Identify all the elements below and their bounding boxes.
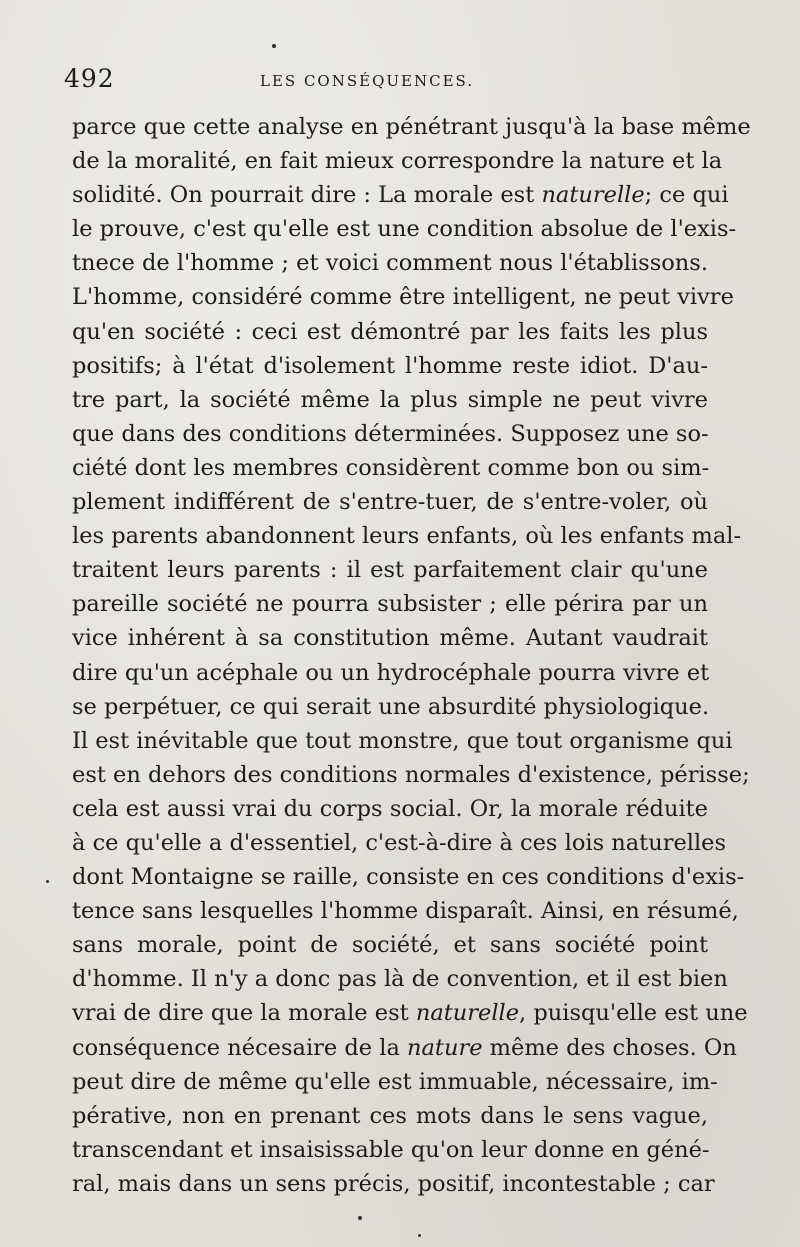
print-speck xyxy=(358,1216,362,1220)
italic-word: naturelle xyxy=(415,1000,520,1027)
text-segment: pareille société ne pourra subsister ; elle périra par un xyxy=(72,591,708,618)
text-line xyxy=(72,519,742,553)
text-segment: qu'en société : ceci est démontré par les faits les plus xyxy=(72,318,708,345)
text-line xyxy=(72,383,708,417)
text-line xyxy=(72,621,708,655)
text-segment: d'homme. Il n'y a donc pas là de convention, et il est bien xyxy=(72,966,728,993)
text-segment: même des choses. On xyxy=(482,1034,737,1061)
text-segment: parce que cette analyse en pénétrant jusqu'à la base même xyxy=(72,114,751,140)
text-segment: conséquence nécesaire de la xyxy=(72,1034,408,1061)
text-line xyxy=(72,928,708,962)
text-line xyxy=(72,417,708,451)
text-line xyxy=(72,246,708,280)
text-line xyxy=(72,315,708,349)
text-segment: cela est aussi vrai du corps social. Or, la morale réduite xyxy=(72,795,708,822)
text-line xyxy=(72,758,750,792)
text-segment: transcendant et insaisissable qu'on leur donne en géné- xyxy=(72,1136,710,1163)
text-line xyxy=(72,553,708,587)
text-line xyxy=(72,860,745,894)
text-line xyxy=(72,690,708,724)
text-segment: peut dire de même qu'elle est immuable, nécessaire, im- xyxy=(72,1068,718,1095)
italic-word: naturelle xyxy=(541,182,645,209)
text-line xyxy=(72,962,728,996)
text-segment: se perpétuer, ce qui serait une absurdité physiologique. xyxy=(72,693,710,720)
text-line xyxy=(72,724,733,758)
print-speck xyxy=(418,1234,421,1237)
text-segment: ral, mais dans un sens précis, positif, incontestable ; car xyxy=(72,1170,715,1197)
text-segment: dire qu'un acéphale ou un hydrocéphale pourra vivre et xyxy=(72,659,710,686)
text-line xyxy=(72,349,708,383)
text-line xyxy=(72,996,748,1030)
text-segment: pérative, non en prenant ces mots dans le sens vague, xyxy=(72,1102,708,1129)
text-segment: plement indifférent de s'entre-tuer, de s'entre-voler, où xyxy=(72,489,708,516)
text-line xyxy=(72,587,708,621)
text-line xyxy=(72,826,727,860)
text-line xyxy=(72,451,708,485)
text-segment: tnece de l'homme ; et voici comment nous l'établissons. xyxy=(72,250,708,277)
print-speck xyxy=(272,44,276,48)
text-segment: de la moralité, en fait mieux correspondre la nature et la xyxy=(72,148,723,175)
text-segment: à ce qu'elle a d'essentiel, c'est-à-dire à ces lois naturelles xyxy=(72,829,727,856)
text-line xyxy=(72,1065,718,1099)
text-segment: , puisqu'elle est une xyxy=(519,1000,748,1027)
text-line xyxy=(72,178,729,212)
page-number: 492 xyxy=(64,64,115,93)
text-segment: vrai de dire que la morale est xyxy=(72,1000,416,1027)
text-line xyxy=(72,110,751,144)
text-segment: dont Montaigne se raille, consiste en ces conditions d'exis- xyxy=(72,864,745,891)
text-line xyxy=(72,894,739,928)
text-line xyxy=(72,656,708,690)
text-segment: positifs; à l'état d'isolement l'homme reste idiot. D'au- xyxy=(72,352,708,379)
print-speck xyxy=(46,880,49,883)
text-segment: ciété dont les membres considèrent comme bon ou sim- xyxy=(72,454,710,481)
body-text xyxy=(72,110,751,1201)
text-line xyxy=(72,1031,737,1065)
text-line xyxy=(72,280,734,314)
text-segment: vice inhérent à sa constitution même. Autant vaudrait xyxy=(72,625,708,652)
text-line xyxy=(72,144,723,178)
text-segment: tre part, la société même la plus simple ne peut vivre xyxy=(72,386,708,413)
text-line xyxy=(72,212,737,246)
text-line xyxy=(72,792,708,826)
text-segment: que dans des conditions déterminées. Supposez une so- xyxy=(72,420,709,447)
italic-word: nature xyxy=(407,1034,483,1061)
text-segment: solidité. On pourrait dire : La morale est xyxy=(72,182,542,209)
text-line xyxy=(72,1133,708,1167)
text-segment: L'homme, considéré comme être intelligent, ne peut vivre xyxy=(72,284,734,311)
text-segment: sans morale, point de société, et sans société point xyxy=(72,932,708,959)
text-line xyxy=(72,1099,708,1133)
text-line xyxy=(72,1167,715,1201)
page-header xyxy=(64,64,744,98)
text-segment: est en dehors des conditions normales d'existence, périsse; xyxy=(72,761,750,788)
text-segment: le prouve, c'est qu'elle est une condition absolue de l'exis- xyxy=(72,216,737,243)
text-line xyxy=(72,485,708,519)
text-segment: les parents abandonnent leurs enfants, où les enfants mal- xyxy=(72,523,742,550)
text-segment: traitent leurs parents : il est parfaitement clair qu'une xyxy=(72,557,708,584)
text-segment: ; ce qui xyxy=(644,182,729,209)
text-segment: Il est inévitable que tout monstre, que tout organisme qui xyxy=(72,727,733,754)
running-head: LES CONSÉQUENCES. xyxy=(260,72,475,90)
text-segment: tence sans lesquelles l'homme disparaît. Ainsi, en résumé, xyxy=(72,898,739,925)
